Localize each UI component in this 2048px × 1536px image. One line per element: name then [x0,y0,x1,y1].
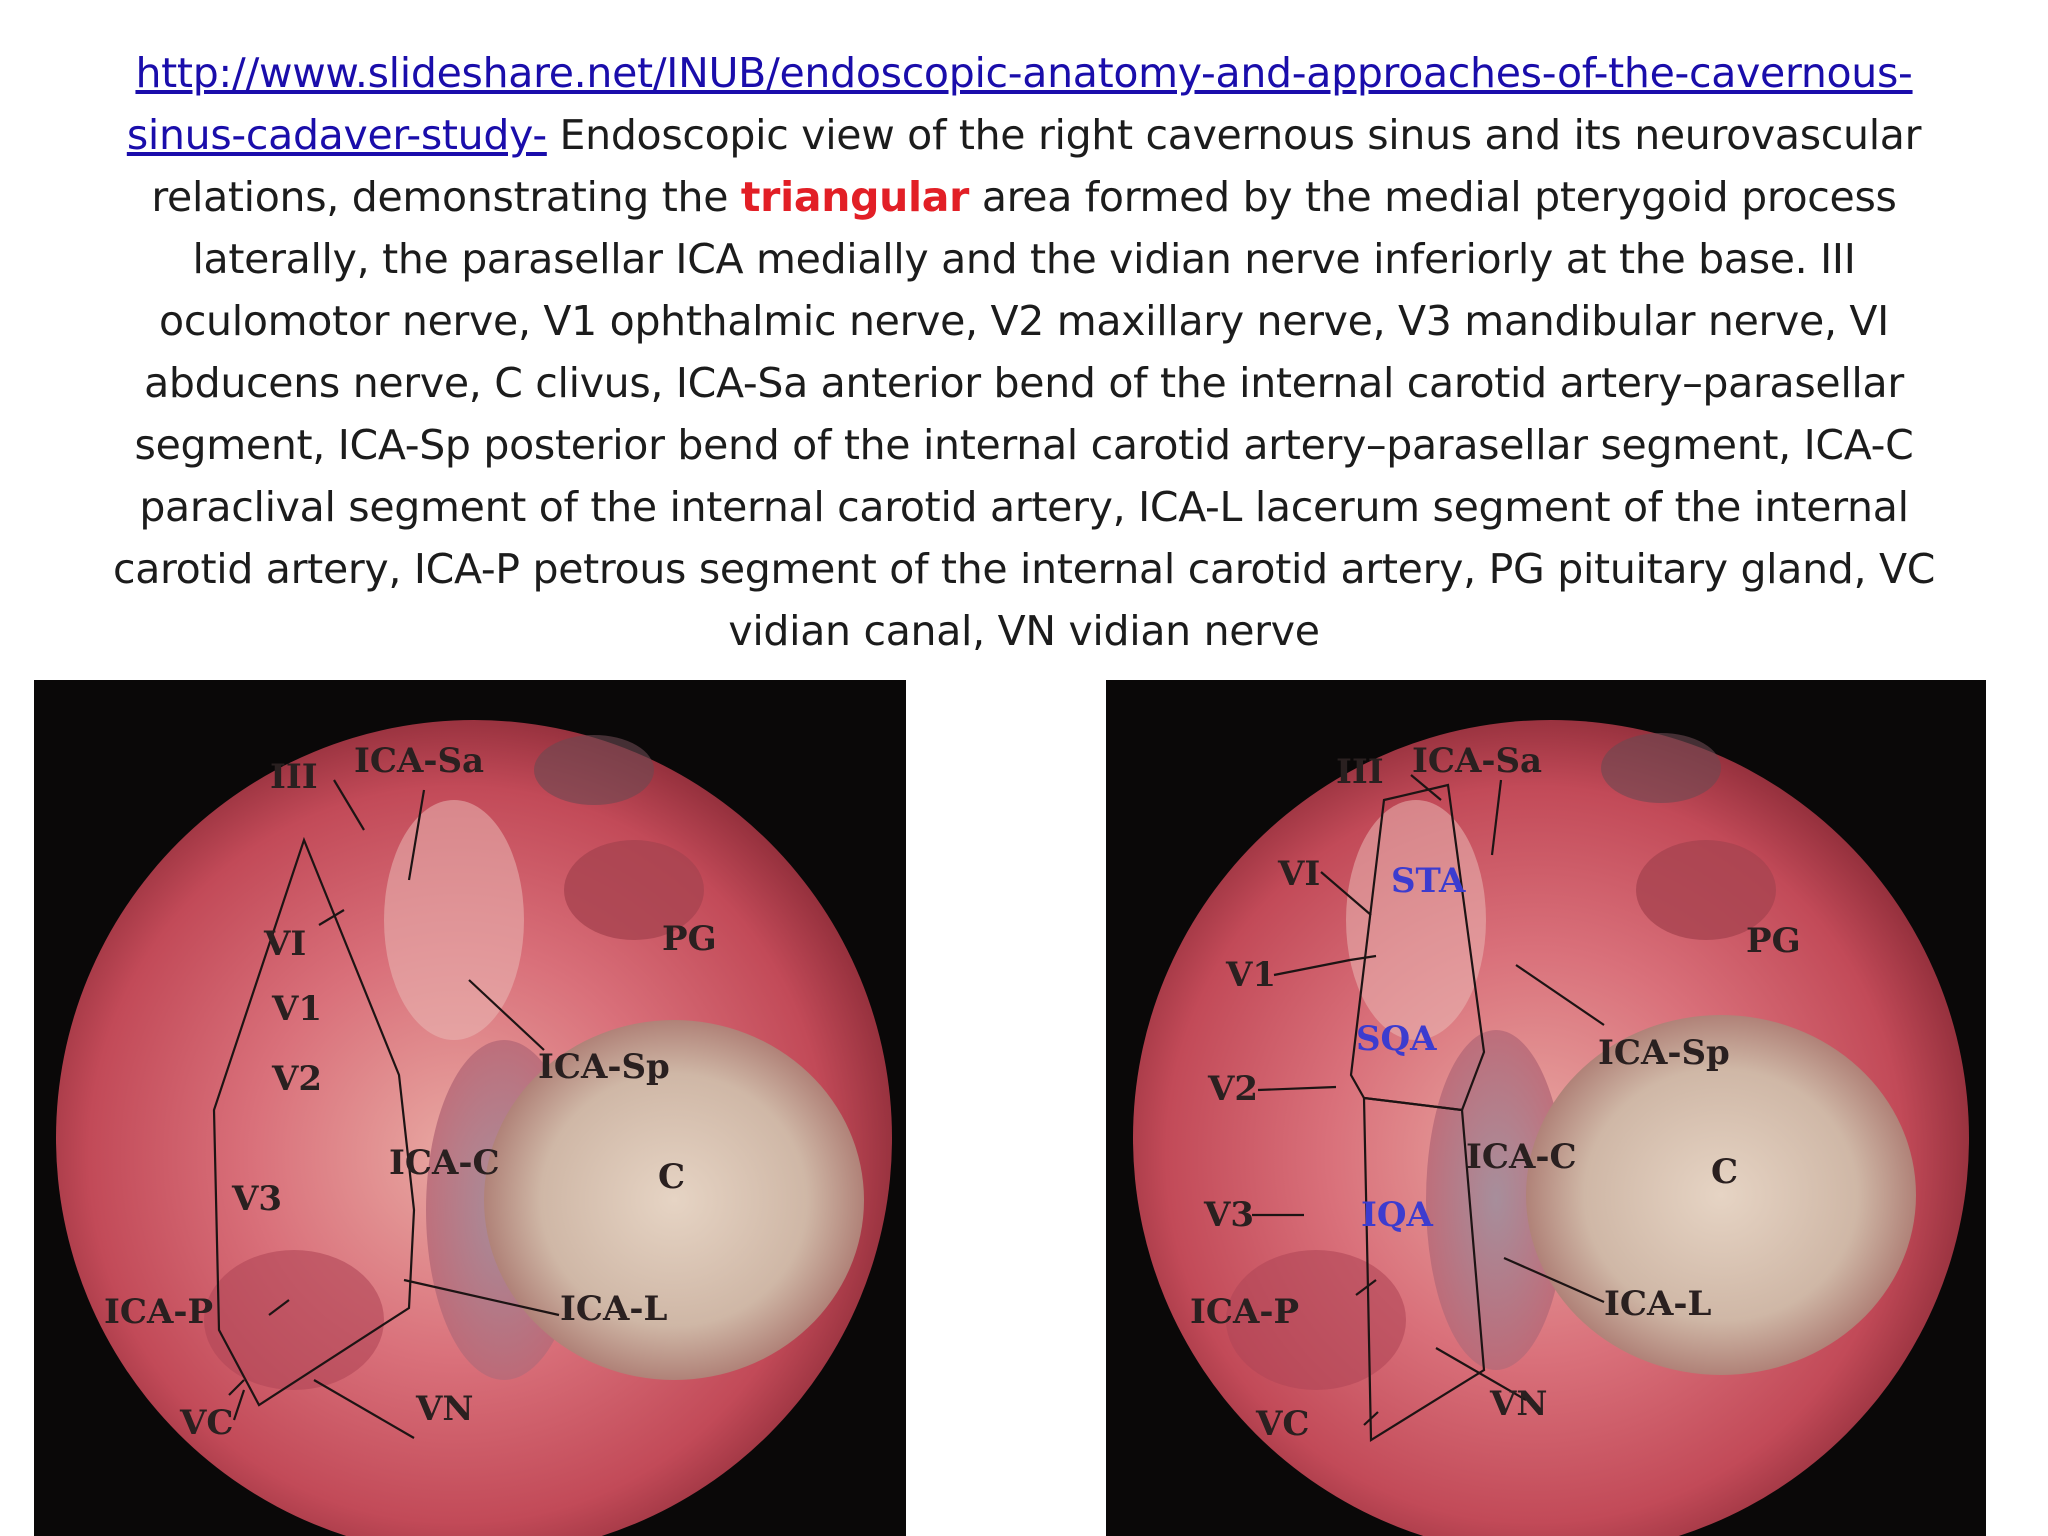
label-ICA-P: ICA-P [1190,1292,1300,1332]
label-ICA-C: ICA-C [389,1143,500,1183]
label-IQA: IQA [1361,1195,1433,1235]
label-VI: VI [1278,854,1321,894]
caption-highlight: triangular [740,173,970,221]
label-V2: V2 [1208,1069,1259,1109]
left-endoscopic-image [34,680,906,1536]
label-ICA-L: ICA-L [560,1289,668,1329]
label-STA: STA [1391,861,1466,901]
label-V1: V1 [272,989,323,1029]
label-V3: V3 [1204,1195,1255,1235]
label-ICA-Sp: ICA-Sp [538,1047,670,1087]
caption-text-1: Endoscopic view of the right cavernous sinus and its neurovascular relations, demonstrating the [151,111,1922,221]
caption-text-2: area formed by the medial pterygoid process laterally, the parasellar ICA medially and the vidian nerve inferiorly at the base. III oculomotor nerve, V1 ophthalmic nerve, V2 maxillary nerve, V3 mandibular nerve, VI abducens nerve, C clivus, ICA-Sa anterior bend of the internal carotid artery–parasellar segment, ICA-Sp posterior bend of the internal carotid artery–parasellar segment, ICA-C paraclival segment of the internal carotid artery, ICA-L lacerum segment of the internal carotid artery, ICA-P petrous segment of the internal carotid artery, PG pituitary gland, VC vidian canal, VN vidian nerve [112,173,1936,655]
label-ICA-Sp: ICA-Sp [1598,1033,1730,1073]
label-III: III [1336,752,1384,792]
label-SQA: SQA [1356,1019,1437,1059]
source-link[interactable]: http://www.slideshare.net/INUB/endoscopic-anatomy-and-approaches-of-the-cavernous-sinus-cadaver-study- [126,49,1913,159]
label-C: C [658,1157,686,1197]
label-ICA-L: ICA-L [1604,1284,1712,1324]
figure-caption [100,42,1948,662]
label-ICA-C: ICA-C [1466,1137,1577,1177]
label-III: III [270,757,318,797]
label-C: C [1711,1152,1739,1192]
label-ICA-Sa: ICA-Sa [1412,741,1543,781]
label-VI: VI [264,924,307,964]
label-V2: V2 [272,1059,323,1099]
label-PG: PG [1746,921,1801,961]
label-PG: PG [662,919,717,959]
label-ICA-P: ICA-P [104,1292,214,1332]
label-VC: VC [1256,1404,1310,1444]
label-VN: VN [1490,1384,1548,1424]
label-ICA-Sa: ICA-Sa [354,741,485,781]
right-endoscopic-image [1106,680,1986,1536]
label-VN: VN [416,1389,474,1429]
label-V3: V3 [232,1179,283,1219]
label-V1: V1 [1226,955,1277,995]
label-VC: VC [180,1403,234,1443]
